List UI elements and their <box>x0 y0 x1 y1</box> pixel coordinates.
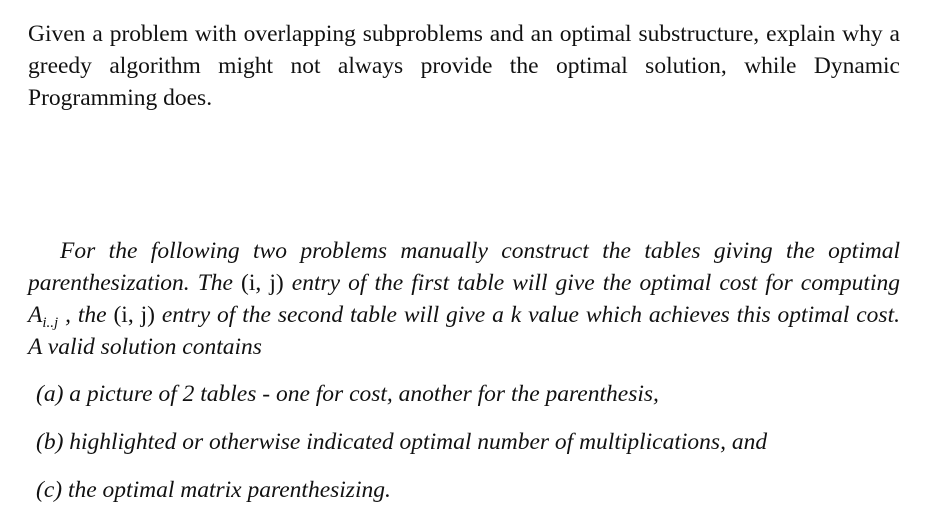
list-item-marker: (a) <box>36 381 64 407</box>
index-pair-ij-2: (i, j) <box>113 302 155 328</box>
list-item-marker: (c) <box>36 477 63 503</box>
instructions-part-1: For the following two problems manually construct the tables giving the optimal parenthesization. The <box>28 238 900 296</box>
instructions-paragraph <box>28 235 900 363</box>
matrix-subscript: i..j <box>42 315 59 331</box>
list-item-text: a picture of 2 tables - one for cost, another for the parenthesis, <box>69 381 659 407</box>
instructions-part-4: entry of the second table will give a <box>154 302 511 328</box>
question-text: Given a problem with overlapping subproblems and an optimal substructure, explain why a greedy algorithm might not always provide the optimal solution, while Dynamic Programming does. <box>28 21 900 111</box>
list-item <box>36 378 896 426</box>
matrix-letter: A <box>28 302 43 328</box>
instructions-part-3: , the <box>58 302 114 328</box>
list-item-marker: (b) <box>36 429 64 455</box>
list-item <box>36 474 896 522</box>
list-item-text: highlighted or otherwise indicated optimal number of multiplications, and <box>69 429 768 455</box>
question-paragraph <box>28 18 900 114</box>
list-item-text: the optimal matrix parenthesizing. <box>67 477 391 503</box>
instructions-part-2: entry of the first table will give the optimal cost for computing <box>283 270 900 296</box>
matrix-symbol <box>28 302 59 331</box>
k-variable: k <box>510 302 522 328</box>
index-pair-ij-1: (i, j) <box>241 270 284 296</box>
requirements-list <box>36 378 896 522</box>
list-item <box>36 426 896 474</box>
instructions-part-5: value which achieves this optimal cost. A valid solution contains <box>28 302 900 360</box>
